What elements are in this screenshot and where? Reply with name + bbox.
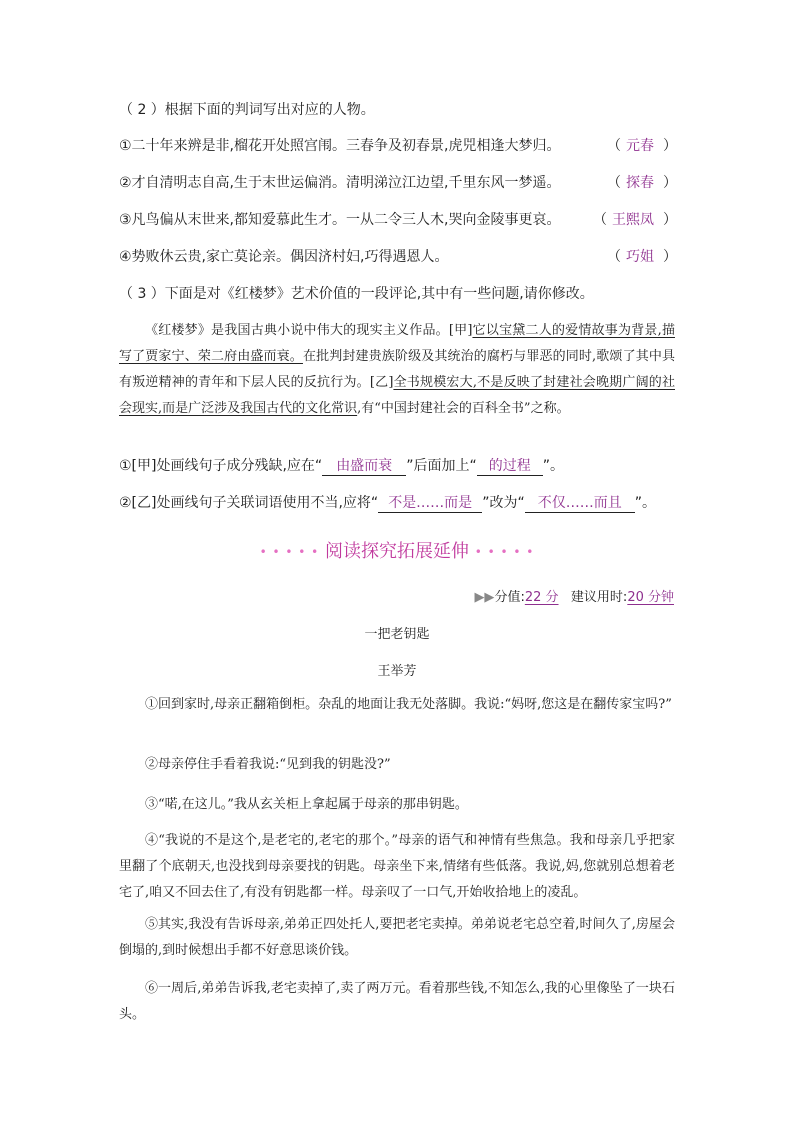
q2-answer: 元春 bbox=[626, 138, 654, 154]
time-label: 建议用时: bbox=[570, 590, 628, 605]
story-paragraph: ⑥一周后,弟弟告诉我,老宅卖掉了,卖了两万元。看着那些钱,不知怎么,我的心里像坠了一块石头。 bbox=[119, 981, 675, 1022]
paren-open: （ bbox=[607, 138, 621, 154]
paren-open: （ bbox=[607, 175, 621, 191]
story-paragraph: ②母亲停住手看着我说:“见到我的钥匙没?” bbox=[145, 757, 391, 772]
answer-blank: 不仅……而且 bbox=[525, 494, 635, 513]
story-paragraph: ④“我说的不是这个,是老宅的,老宅的那个。”母亲的语气和神情有些焦急。我和母亲几乎把家里翻了个底朝天,也没找到母亲要找的钥匙。母亲坐下来,情绪有些低落。我说,妈,您就别总想着老宅了,咱又不回去住了,有没有钥匙都一样。母亲叹了一口气,开始收拾地上的凌乱。 bbox=[119, 833, 675, 900]
story-paragraph: ⑤其实,我没有告诉母亲,弟弟正四处托人,要把老宅卖掉。弟弟说老宅总空着,时间久了,房屋会倒塌的,到时候想出手都不好意思谈价钱。 bbox=[119, 917, 675, 958]
section-banner bbox=[0, 537, 794, 563]
paren-open: （ bbox=[607, 249, 621, 265]
passage-text: 在批判封建贵族阶级及其统治的腐朽与罪恶的同时,歌颂了其中具有叛逆精神的青年和下层人民的反抗行为。[乙] bbox=[119, 349, 675, 390]
passage-text: 《红楼梦》是我国古典小说中伟大的现实主义作品。[甲] bbox=[145, 323, 473, 338]
fix-text: ”后面加上“ bbox=[406, 458, 477, 474]
q3-fix-1 bbox=[119, 456, 564, 476]
paren-close: ） bbox=[663, 212, 677, 228]
banner-dots-left: • • • • • bbox=[259, 545, 320, 559]
story-paragraph: ③“喏,在这儿。”我从玄关柜上拿起属于母亲的那串钥匙。 bbox=[145, 797, 468, 812]
fix-text: ②[乙]处画线句子关联词语使用不当,应将“ bbox=[119, 495, 379, 511]
score-value: 22 分 bbox=[524, 590, 559, 605]
time-value: 20 分钟 bbox=[627, 590, 674, 605]
fix-text: ”改为“ bbox=[482, 495, 525, 511]
q2-item-text: ④势败休云贵,家亡莫论亲。偶因济村妇,巧得遇恩人。 bbox=[119, 249, 449, 265]
paren-close: ） bbox=[663, 249, 677, 265]
banner-title: 阅读探究拓展延伸 bbox=[325, 541, 469, 562]
q2-item-text: ③凡鸟偏从末世来,都知爱慕此生才。一从二令三人木,哭向金陵事更哀。 bbox=[119, 212, 561, 228]
q3-passage bbox=[119, 318, 675, 422]
answer-blank: 由盛而衰 bbox=[322, 457, 406, 476]
story-author: 王举芳 bbox=[377, 664, 417, 679]
underlined-sentence-jia: 它以宝黛二人的爱情故事为背景,描写了贾家宁、荣二府由盛而衰。 bbox=[119, 323, 675, 364]
q2-answer: 巧姐 bbox=[626, 249, 654, 265]
arrow-icon: ▶▶ bbox=[474, 590, 495, 605]
fix-text: ”。 bbox=[634, 495, 656, 511]
q2-answer: 探春 bbox=[626, 175, 654, 191]
q3-fix-2 bbox=[119, 493, 656, 513]
fix-text: ”。 bbox=[542, 458, 564, 474]
story-title: 一把老钥匙 bbox=[364, 627, 430, 642]
story-paragraph: ①回到家时,母亲正翻箱倒柜。杂乱的地面让我无处落脚。我说:“妈呀,您这是在翻传家宝吗?” bbox=[145, 697, 672, 712]
passage-text: ,有“中国封建社会的百科全书”之称。 bbox=[357, 401, 570, 416]
answer-blank: 的过程 bbox=[477, 457, 543, 476]
banner-dots-right: • • • • • bbox=[474, 545, 535, 559]
underlined-sentence-yi: 全书规模宏大,不是反映了封建社会晚期广阔的社会现实,而是广泛涉及我国古代的文化常识 bbox=[119, 375, 675, 416]
answer-blank: 不是……而是 bbox=[378, 494, 482, 513]
paren-close: ） bbox=[663, 138, 677, 154]
paren-close: ） bbox=[663, 175, 677, 191]
score-time-info bbox=[474, 586, 674, 605]
score-label: 分值: bbox=[494, 590, 525, 605]
q2-heading: （ 2 ）根据下面的判词写出对应的人物。 bbox=[119, 102, 375, 118]
fix-text: ①[甲]处画线句子成分残缺,应在“ bbox=[119, 458, 323, 474]
q2-item-text: ①二十年来辨是非,榴花开处照宫闱。三春争及初春景,虎兕相逢大梦归。 bbox=[119, 138, 561, 154]
paren-open: （ bbox=[593, 212, 607, 228]
q3-heading: （ 3 ）下面是对《红楼梦》艺术价值的一段评论,其中有一些问题,请你修改。 bbox=[119, 286, 594, 302]
q2-answer: 王熙凤 bbox=[612, 212, 654, 228]
q2-item-text: ②才自清明志自高,生于末世运偏消。清明涕泣江边望,千里东风一梦遥。 bbox=[119, 175, 561, 191]
